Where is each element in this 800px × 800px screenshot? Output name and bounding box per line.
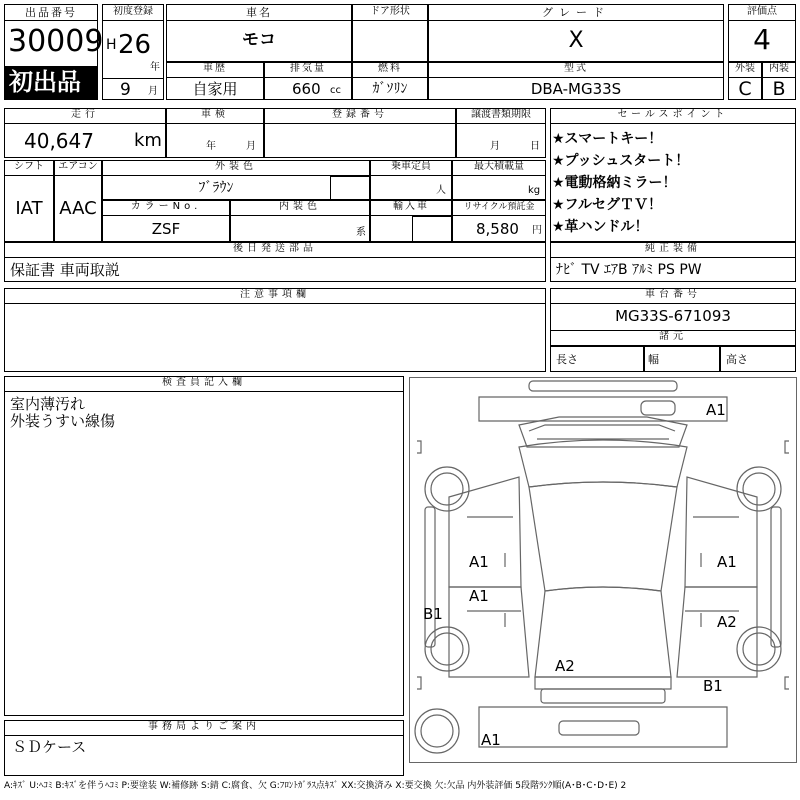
door-label: ドア形状 xyxy=(370,6,410,17)
shift-label: シフト xyxy=(14,161,44,172)
sales-point-item: ★電動格納ミラー！ xyxy=(552,175,677,191)
color-no-value: ZSF xyxy=(151,220,181,238)
import-label: 輸入車 xyxy=(393,201,429,212)
era-text: H xyxy=(106,37,117,53)
damage-mark: A1 xyxy=(717,553,737,571)
height-label: 高さ xyxy=(726,353,748,366)
grade-value: X xyxy=(568,28,584,53)
recycle-unit: 円 xyxy=(532,225,542,236)
displacement-label: 排気量 xyxy=(290,63,326,74)
displacement-unit: cc xyxy=(330,85,341,96)
exterior-grade: C xyxy=(738,78,752,100)
capacity-unit: 人 xyxy=(436,185,446,196)
fuel-value: ｶﾞｿﾘﾝ xyxy=(372,81,408,97)
int-color-unit: 系 xyxy=(356,227,366,238)
ac-value: AAC xyxy=(59,198,97,219)
parts-label: 後日発送部品 xyxy=(233,243,317,254)
shift-value: IAT xyxy=(15,198,43,219)
score-label: 評価点 xyxy=(747,6,777,17)
inspection-label: 車検 xyxy=(201,109,229,120)
month-unit: 月 xyxy=(148,86,158,97)
car-diagram xyxy=(409,377,797,763)
mileage-unit: km xyxy=(134,130,162,151)
car-name: モコ xyxy=(242,30,276,50)
legend-footer: A:ｷｽﾞ U:ﾍｺﾐ B:ｷｽﾞを伴うﾍｺﾐ P:要塗装 W:補修跡 S:錆 C:腐食、欠 G:ﾌﾛﾝﾄｶﾞﾗｽ点ｷｽﾞ XX:交換済み X:要交換 欠:欠品 内外装評価 5段階ﾗﾝｸ順(A･B･C･D･E) 2 xyxy=(4,781,627,791)
lot-number: 30009 xyxy=(8,24,104,59)
displacement-value: 660 xyxy=(292,80,321,98)
color-no-label: カラーNo. xyxy=(130,201,202,212)
chassis-label: 車台番号 xyxy=(645,289,701,300)
load-unit: kg xyxy=(528,185,541,196)
length-label: 長さ xyxy=(556,353,578,366)
transfer-day-unit: 日 xyxy=(530,141,540,152)
sales-point-item: ★フルセグＴＶ！ xyxy=(552,197,662,213)
damage-mark: A2 xyxy=(717,613,737,631)
damage-mark: A2 xyxy=(555,657,575,675)
inspector-label: 検査員記入欄 xyxy=(162,377,246,388)
ext-color-label: 外装色 xyxy=(215,161,257,172)
recycle-value: 8,580 xyxy=(476,220,519,238)
interior-label: 内装 xyxy=(769,63,789,74)
first-listing-label: 初出品 xyxy=(9,68,81,96)
import-subcell xyxy=(412,216,452,242)
office-label: 事務局よりご案内 xyxy=(148,721,260,732)
capacity-label: 乗車定員 xyxy=(391,161,431,172)
damage-mark: A1 xyxy=(469,553,489,571)
inspection-year-unit: 年 xyxy=(206,141,216,152)
notes-label: 注意事項欄 xyxy=(240,289,310,300)
history-value: 自家用 xyxy=(192,80,238,98)
sales-point-item: ★革ハンドル！ xyxy=(552,219,649,235)
plate-label: 登録番号 xyxy=(332,109,388,120)
first-reg-label: 初度登録 xyxy=(113,6,153,17)
inspector-line: 外装うすい線傷 xyxy=(10,412,116,430)
ac-label: エアコン xyxy=(58,161,98,172)
sales-point-item: ★スマートキー！ xyxy=(552,131,663,147)
car-outline-drawing xyxy=(409,377,797,763)
load-label: 最大積載量 xyxy=(474,161,524,172)
dims-label: 諸元 xyxy=(659,331,687,342)
transfer-label: 譲渡書類期限 xyxy=(471,109,531,120)
int-color-label: 内装色 xyxy=(279,201,321,212)
exterior-label: 外装 xyxy=(735,63,755,74)
mileage-value: 40,647 xyxy=(24,129,94,153)
equipment-label: 純正装備 xyxy=(645,243,701,254)
office-value: ＳＤケース xyxy=(12,738,87,756)
interior-grade: B xyxy=(772,78,786,100)
width-label: 幅 xyxy=(648,353,659,366)
sales-point-item: ★プッシュスタート！ xyxy=(552,153,690,169)
damage-mark: A1 xyxy=(481,731,501,749)
inspector-line: 室内薄汚れ xyxy=(10,395,86,413)
chassis-number: MG33S-671093 xyxy=(615,307,731,325)
damage-mark: B1 xyxy=(703,677,723,695)
damage-mark: A1 xyxy=(706,401,726,419)
score-value: 4 xyxy=(753,23,771,56)
history-label: 車歴 xyxy=(203,63,227,74)
month-value: 9 xyxy=(120,80,131,100)
year-unit: 年 xyxy=(150,62,160,73)
damage-mark: A1 xyxy=(469,587,489,605)
mileage-label: 走行 xyxy=(71,109,99,120)
inspection-month-unit: 月 xyxy=(246,141,256,152)
parts-value: 保証書 車両取説 xyxy=(10,261,120,279)
recycle-label: リサイクル預託金 xyxy=(463,202,535,212)
model-value: DBA-MG33S xyxy=(530,80,622,98)
year-value: 26 xyxy=(118,30,152,60)
model-label: 型式 xyxy=(564,63,588,74)
car-name-label: 車名 xyxy=(246,6,272,19)
grade-label: グレード xyxy=(542,6,610,19)
ext-color-value: ﾌﾞﾗｳﾝ xyxy=(198,180,234,196)
sales-points-label: セールスポイント xyxy=(617,109,729,120)
fuel-label: 燃料 xyxy=(378,63,402,74)
lot-label: 出品番号 xyxy=(25,6,77,19)
equipment-value: ﾅﾋﾞ TV ｴｱB ｱﾙﾐ PS PW xyxy=(556,262,702,278)
transfer-month-unit: 月 xyxy=(490,141,500,152)
ext-color-subcell xyxy=(330,176,370,200)
damage-mark: B1 xyxy=(423,605,443,623)
